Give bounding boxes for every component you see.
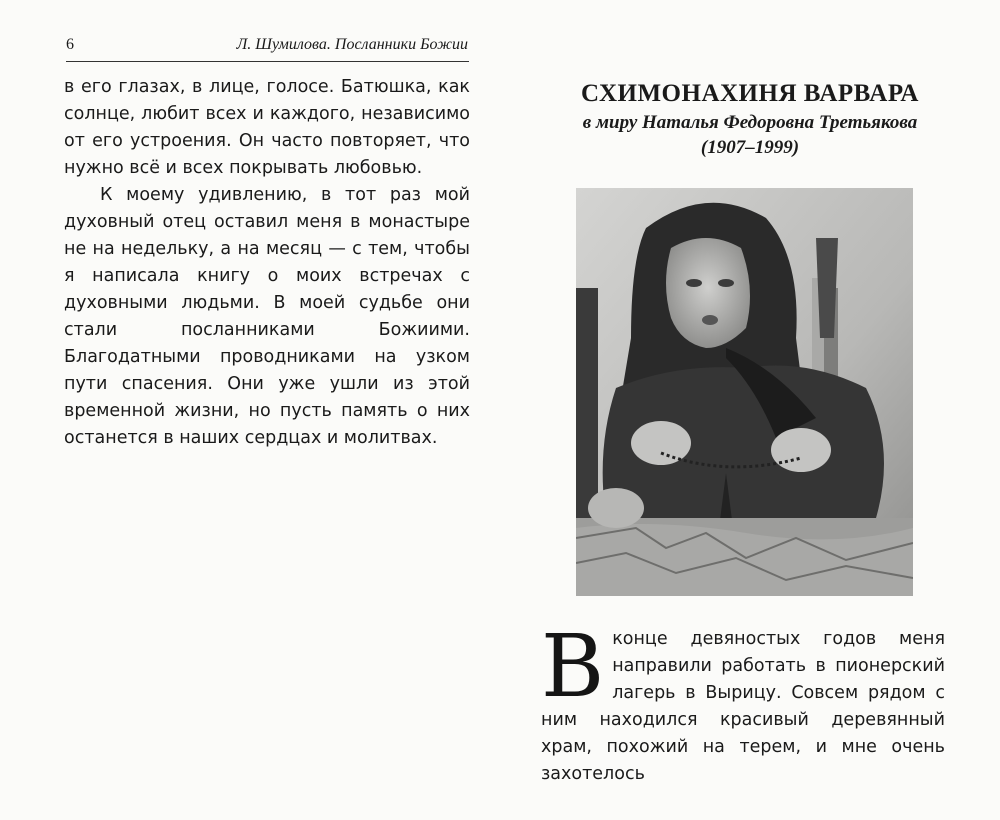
header-rule — [66, 61, 469, 62]
chapter-title: СХИМОНАХИНЯ ВАРВАРА — [581, 80, 919, 107]
running-head — [66, 36, 468, 58]
subtitle-years: (1907–1999) — [700, 137, 800, 158]
portrait-illustration — [576, 188, 913, 596]
right-body-text — [541, 617, 945, 788]
drop-cap: В — [541, 617, 605, 717]
chapter-subtitle — [500, 110, 1000, 160]
paragraph — [541, 617, 945, 788]
paragraph: К моему удивлению, в тот раз мой духовный отец оставил меня в монастыре не на недельку, а на месяц — с тем, чтобы я написала книгу о моих встречах с духовными людьми. В моей судьбе они стали посланниками Божиими. Благодатными проводниками на узком пути спасения. Они уже ушли из этой временной жизни, но пусть память о них останется в наших сердцах и молитвах. — [64, 185, 470, 448]
paragraph: в его глазах, в лице, голосе. Батюшка, как солнце, любит всех и каждого, независимо от его устроения. Он часто повторяет, что нужно всё и всех покрывать любовью. — [64, 77, 470, 178]
right-page — [500, 0, 1000, 820]
subtitle-secular-name: в миру Наталья Федоровна Третьякова — [582, 112, 918, 133]
running-title: Л. Шумилова. Посланники Божии — [236, 36, 468, 53]
page-number: 6 — [66, 36, 74, 53]
portrait-photo — [576, 188, 913, 596]
paragraph-text: конце девяностых годов меня направили работать в пионерский лагерь в Вырицу. Совсем рядом с ним находился красивый деревянный храм, похожий на терем, и мне очень захотелось — [541, 629, 945, 784]
left-body-text — [64, 74, 470, 452]
